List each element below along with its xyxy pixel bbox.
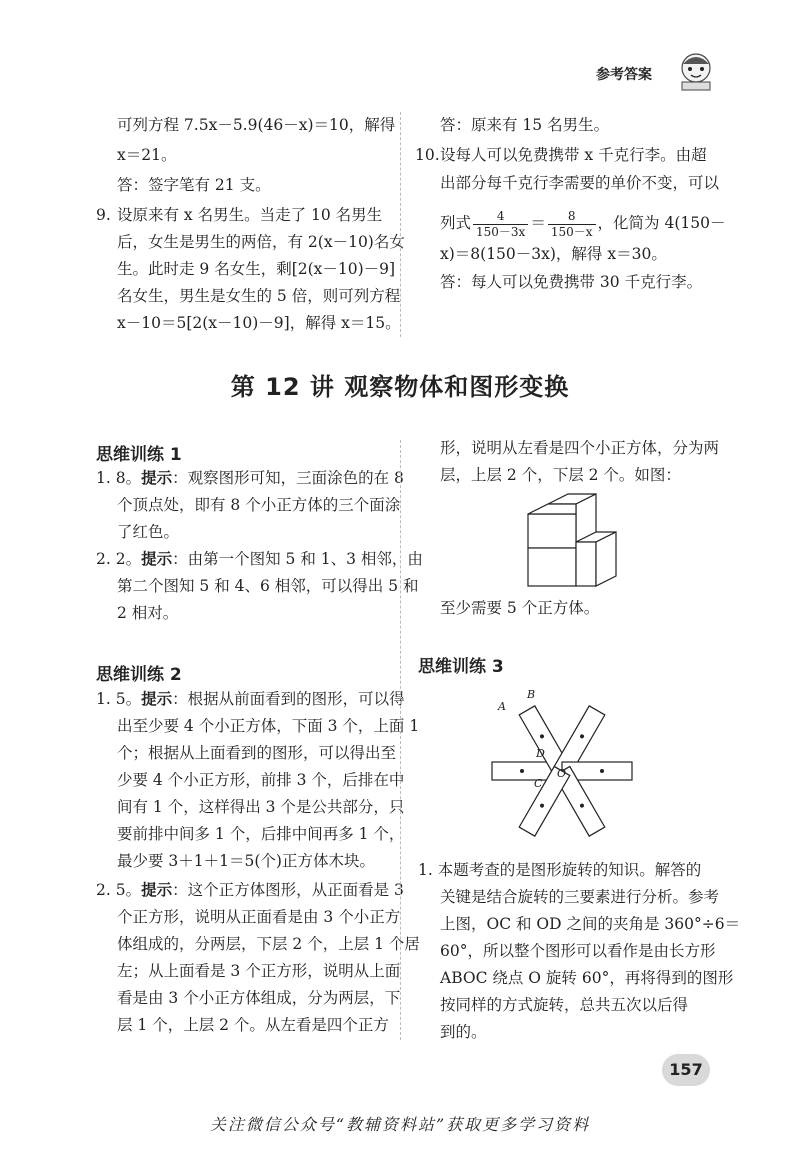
continuation-line-2: 层，上层 2 个，下层 2 个。如图：: [440, 466, 681, 484]
continuation-line-3: 至少需要 5 个正方体。: [440, 599, 600, 617]
s3-q1-line-7: 到的。: [440, 1023, 487, 1041]
item-number: 1.: [418, 861, 433, 879]
q10-line-3-prefix: 列式: [440, 214, 472, 232]
s3-q1-line-1: [418, 860, 701, 880]
q10-line-2: 出部分每千克行李需要的单价不变，可以: [440, 174, 720, 192]
text: 本题考查的是图形旋转的知识。解答的: [437, 861, 702, 879]
s2-q2-line-2: 个正方形，说明从正面看是由 3 个小正方: [117, 908, 401, 926]
label-c: C: [534, 777, 543, 790]
s3-q1-line-3: 上图，OC 和 OD 之间的夹角是 360°÷6＝: [440, 915, 741, 933]
q10-line-1: 设每人可以免费携带 x 千克行李。由超: [440, 146, 707, 164]
hint-keyword: 提示: [141, 881, 173, 899]
hint-text: ：由第一个图知 5 和 1、3 相邻，由: [172, 550, 423, 568]
fraction: [473, 209, 528, 240]
q9-line-3: 生。此时走 9 名女生，剩[2(x－10)－9]: [117, 260, 396, 278]
header-label: 参考答案: [596, 67, 652, 83]
item-number: 2.: [96, 550, 111, 568]
hint-text: ：根据从前面看到的图形，可以得: [172, 690, 405, 708]
s2-q2-line-3: 体组成的，分两层，下层 2 个，上层 1 个居: [117, 935, 420, 953]
s1-q2-line-3: 2 相对。: [117, 604, 179, 622]
s3-q1-line-2: 关键是结合旋转的三要素进行分析。参考: [440, 888, 720, 906]
fraction-denominator: 150－x: [550, 224, 593, 239]
hint-text: ：观察图形可知，三面涂色的在 8: [172, 469, 404, 487]
s1-q2-line-1: [96, 549, 423, 569]
section-heading-1: 思维训练 1: [96, 445, 182, 465]
label-a: A: [498, 700, 506, 713]
answer-value: 8。: [115, 469, 142, 487]
page-number: 157: [662, 1054, 710, 1086]
s1-q1-line-3: 了红色。: [117, 523, 180, 541]
cube-face: [596, 532, 616, 586]
s2-q1-line-7: 最少要 3＋1＋1＝5(个)正方体木块。: [117, 852, 375, 870]
q9-line-4: 名女生，男生是女生的 5 倍，则可列方程: [117, 287, 401, 305]
q10-line-3-suffix: ，化简为 4(150－: [597, 214, 726, 232]
q10-line-5: 答：每人可以免费携带 30 千克行李。: [440, 273, 703, 291]
s3-q1-line-6: 按同样的方式旋转，总共五次以后得: [440, 996, 689, 1014]
answer-value: 5。: [115, 881, 142, 899]
section-heading-3: 思维训练 3: [418, 657, 504, 677]
label-o: O: [557, 767, 567, 780]
cube-stack-figure: [520, 492, 620, 592]
item-number: 10.: [415, 146, 440, 164]
q10-line-3: [440, 203, 725, 243]
s1-q1-line-2: 个顶点处，即有 8 个小正方体的三个面涂: [117, 496, 401, 514]
s2-q1-line-4: 少要 4 个小正方形，前排 3 个，后排在中: [117, 771, 405, 789]
fraction-numerator: 8: [548, 209, 596, 225]
s3-q1-line-4: 60°，所以整个图形可以看作是由长方形: [440, 942, 716, 960]
hint-keyword: 提示: [141, 690, 173, 708]
section-heading-2: 思维训练 2: [96, 665, 182, 685]
answer-line: 答：原来有 15 名男生。: [440, 116, 610, 134]
item-number: 1.: [96, 690, 111, 708]
s2-q2-line-1: [96, 880, 404, 900]
fraction-numerator: 4: [473, 209, 528, 225]
q9-line-5: x－10＝5[2(x－10)－9]，解得 x＝15。: [117, 314, 401, 332]
continuation-line-1: 形，说明从左看是四个小正方体，分为两: [440, 439, 720, 457]
fraction-denominator: 150－3x: [476, 224, 526, 239]
answer-line: 答：签字笔有 21 支。: [117, 176, 271, 194]
s2-q1-line-5: 间有 1 个，这样得出 3 个是公共部分，只: [117, 798, 405, 816]
s1-q1-line-1: [96, 468, 404, 488]
hint-keyword: 提示: [141, 469, 173, 487]
cube-face: [528, 514, 576, 548]
s2-q1-line-3: 个；根据从上面看到的图形，可以得出至: [117, 744, 397, 762]
q10-line-4: x)＝8(150－3x)，解得 x＝30。: [440, 245, 667, 263]
equals-sign: ＝: [530, 214, 546, 232]
s2-q1-line-2: 出至少要 4 个小正方体，下面 3 个，上面 1: [117, 717, 420, 735]
hint-text: ：这个正方体图形，从正面看是 3: [172, 881, 404, 899]
label-b: B: [527, 688, 536, 701]
answer-value: 2。: [115, 550, 142, 568]
item-number: 9.: [96, 206, 111, 224]
eq-line-1: 可列方程 7.5x－5.9(46－x)＝10，解得: [117, 116, 396, 134]
q9-line-1: 设原来有 x 名男生。当走了 10 名男生: [117, 206, 383, 224]
hint-keyword: 提示: [141, 550, 173, 568]
eq-line-2: x＝21。: [117, 146, 177, 164]
s3-q1-line-5: ABOC 绕点 O 旋转 60°，再将得到的图形: [440, 969, 734, 987]
q9-line-2: 后，女生是男生的两倍，有 2(x－10)名女: [117, 233, 405, 251]
item-number: 2.: [96, 881, 111, 899]
chapter-title: 第 12 讲 观察物体和图形变换: [230, 373, 570, 401]
answer-value: 5。: [115, 690, 142, 708]
label-d: D: [536, 747, 545, 760]
s2-q1-line-1: [96, 689, 405, 709]
s2-q2-line-6: 层 1 个，上层 2 个。从左看是四个正方: [117, 1016, 389, 1034]
cube-face: [528, 504, 576, 514]
footer-note: 关注微信公众号“教辅资料站”获取更多学习资料: [209, 1115, 591, 1134]
item-number: 1.: [96, 469, 111, 487]
s2-q2-line-5: 看是由 3 个小正方体组成，分为两层，下: [117, 989, 401, 1007]
cartoon-mascot-icon: [676, 50, 716, 92]
column-divider: [400, 112, 401, 337]
s2-q2-line-4: 左；从上面看是 3 个正方形，说明从上面: [117, 962, 401, 980]
cube-face: [528, 548, 576, 586]
rotation-figure: [470, 683, 650, 855]
s2-q1-line-6: 要前排中间多 1 个，后排中间再多 1 个，: [117, 825, 405, 843]
s1-q2-line-2: 第二个图知 5 和 4、6 相邻，可以得出 5 和: [117, 577, 419, 595]
fraction: [548, 209, 596, 240]
column-divider: [400, 440, 401, 1040]
cube-face: [576, 542, 596, 586]
